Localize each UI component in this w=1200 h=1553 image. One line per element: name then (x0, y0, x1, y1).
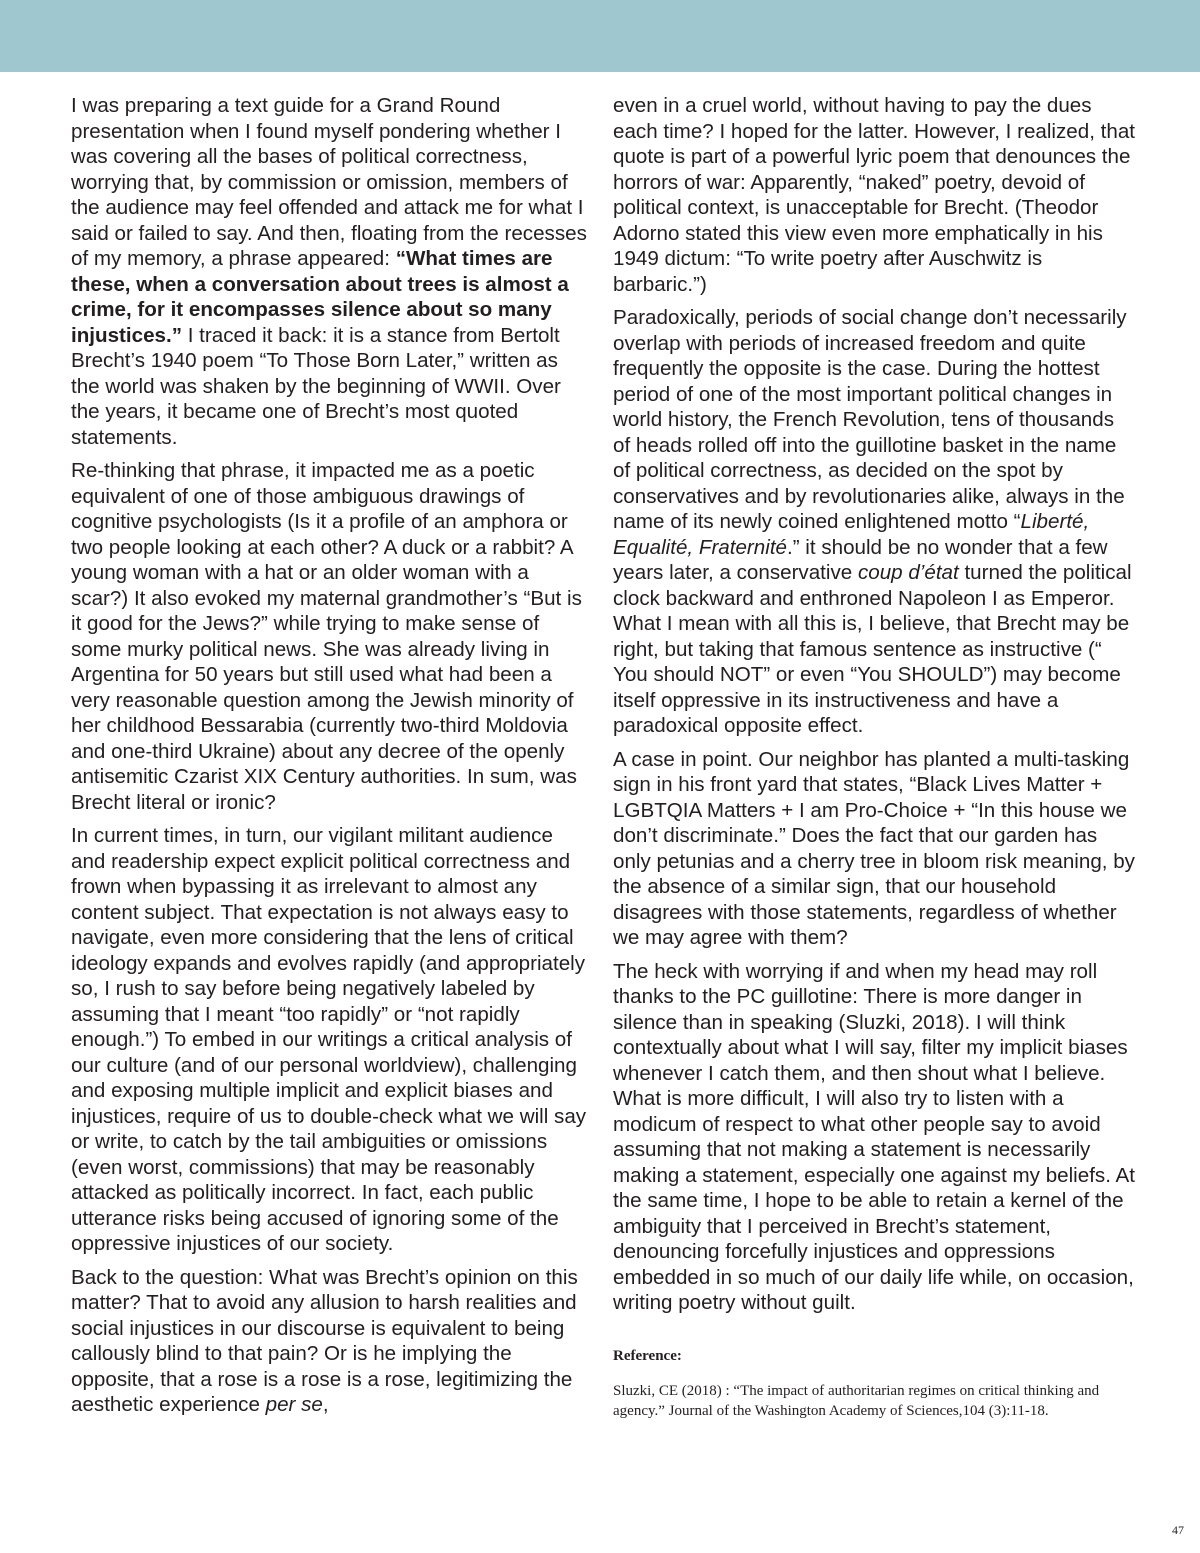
paragraph: Back to the question: What was Brecht’s opinion on this matter? That to avoid any allusion to harsh realities and social injustices in our discourse is equivalent to being callously blind to that pain? Or is he implying the opposite, that a rose is a rose is a rose, legitimizing the aesthetic experience per se, (71, 1265, 578, 1416)
reference-heading: Reference: (613, 1348, 682, 1364)
paragraph: Paradoxically, periods of social change don’t necessarily overlap with periods of increased freedom and quite frequently the opposite is the case. During the hottest period of one of the most important political changes in world history, the French Revolution, tens of thousands of heads rolled off into the guillotine basket in the name of political correctness, as decided on the spot by conservatives and by revolutionaries alike, always in the name of its newly coined enlightened motto “Liberté, Equalité, Fraternité.” it should be no wonder that a few years later, a conservative coup d’état turned the political clock backward and enthroned Napoleon I as Emperor. What I mean with all this is, I believe, that Brecht may be right, but taking that famous sentence as instructive (“ You should NOT” or even “You SHOULD”) may become itself oppressive in its instructiveness and have a paradoxical opposite effect. (613, 306, 1132, 737)
header-band (0, 0, 1200, 72)
reference-entry: Sluzki, CE (2018) : “The impact of authoritarian regimes on critical thinking and agency.” Journal of the Washington Academy of Sciences,104 (3):11-18. (613, 1383, 1100, 1419)
page-number: 47 (1172, 1523, 1184, 1537)
paragraph: Re-thinking that phrase, it impacted me as a poetic equivalent of one of those ambiguous drawings of cognitive psychologists (Is it a profile of an amphora or two people looking at each other? A duck or a rabbit? A young woman with a hat or an older woman with a scar?) It also evoked my maternal grandmother’s “But is it good for the Jews?” while trying to make sense of some murky political news. She was already living in Argentina for 50 years but still used what had been a very reasonable question among the Jewish minority of her childhood Bessarabia (currently two-third Moldovia and one-third Ukraine) about any decree of the openly antisemitic Czarist XIX Century authorities. In sum, was Brecht literal or ironic? (71, 459, 582, 814)
article-column-right (613, 93, 1135, 1324)
paragraph: The heck with worrying if and when my head may roll thanks to the PC guillotine: There is more danger in silence than in speaking (Sluzki, 2018). I will think contextually about what I will say, filter my implicit biases whenever I catch them, and then shout what I believe. What is more difficult, I will also try to listen with a modicum of respect to what other people say to avoid assuming that not making a statement is necessarily making a statement, especially one against my beliefs. At the same time, I hope to be able to retain a kernel of the ambiguity that I perceived in Brecht’s statement, denouncing forcefully injustices and oppressions embedded in so much of our daily life while, on occasion, writing poetry without guilt. (613, 959, 1135, 1314)
paragraph: even in a cruel world, without having to pay the dues each time? I hoped for the latter. However, I realized, that quote is part of a powerful lyric poem that denounces the horrors of war: Apparently, “naked” poetry, devoid of political context, is unacceptable for Brecht. (Theodor Adorno stated this view even more emphatically in his 1949 dictum: “To write poetry after Auschwitz is barbaric.”) (613, 94, 1136, 296)
paragraph: In current times, in turn, our vigilant militant audience and readership expect explicit political correctness and frown when bypassing it as irrelevant to almost any content subject. That expectation is not always easy to navigate, even more considering that the lens of critical ideology expands and evolves rapidly (and appropriately so, I rush to say before being negatively labeled by assuming that I meant “too rapidly” or “not rapidly enough.”) To embed in our writings a critical analysis of our culture (and of our personal worldview), challenging and exposing multiple implicit and explicit biases and injustices, require of us to double-check what we will say or write, to catch by the tail ambiguities or omissions (even worst, commissions) that may be reasonably attacked as politically incorrect. In fact, each public utterance risks being accused of ignoring some of the oppressive injustices of our society. (71, 824, 587, 1255)
article-column-left (71, 93, 591, 1426)
paragraph: A case in point. Our neighbor has planted a multi-tasking sign in his front yard that states, “Black Lives Matter + LGBTQIA Matters + I am Pro-Choice + “In this house we don’t discriminate.” Does the fact that our garden has only petunias and a cherry tree in bloom risk meaning, by the absence of a similar sign, that our household disagrees with those statements, regardless of whether we may agree with them? (613, 747, 1135, 949)
reference-section (613, 1346, 1138, 1421)
brecht-quote: “What times are these, when a conversation about trees is almost a crime, for it encompasses silence about so many injustices.” (71, 247, 569, 347)
paragraph: I was preparing a text guide for a Grand Round presentation when I found myself pondering whether I was covering all the bases of political correctness, worrying that, by commission or omission, members of the audience may feel offended and attack me for what I said or failed to say. And then, floating from the recesses of my memory, a phrase appeared: “What times are these, when a conversation about trees is almost a crime, for it encompasses silence about so many injustices.” I traced it back: it is a stance from Bertolt Brecht’s 1940 poem “To Those Born Later,” written as the world was shaken by the beginning of WWII. Over the years, it became one of Brecht’s most quoted statements. (71, 94, 587, 449)
